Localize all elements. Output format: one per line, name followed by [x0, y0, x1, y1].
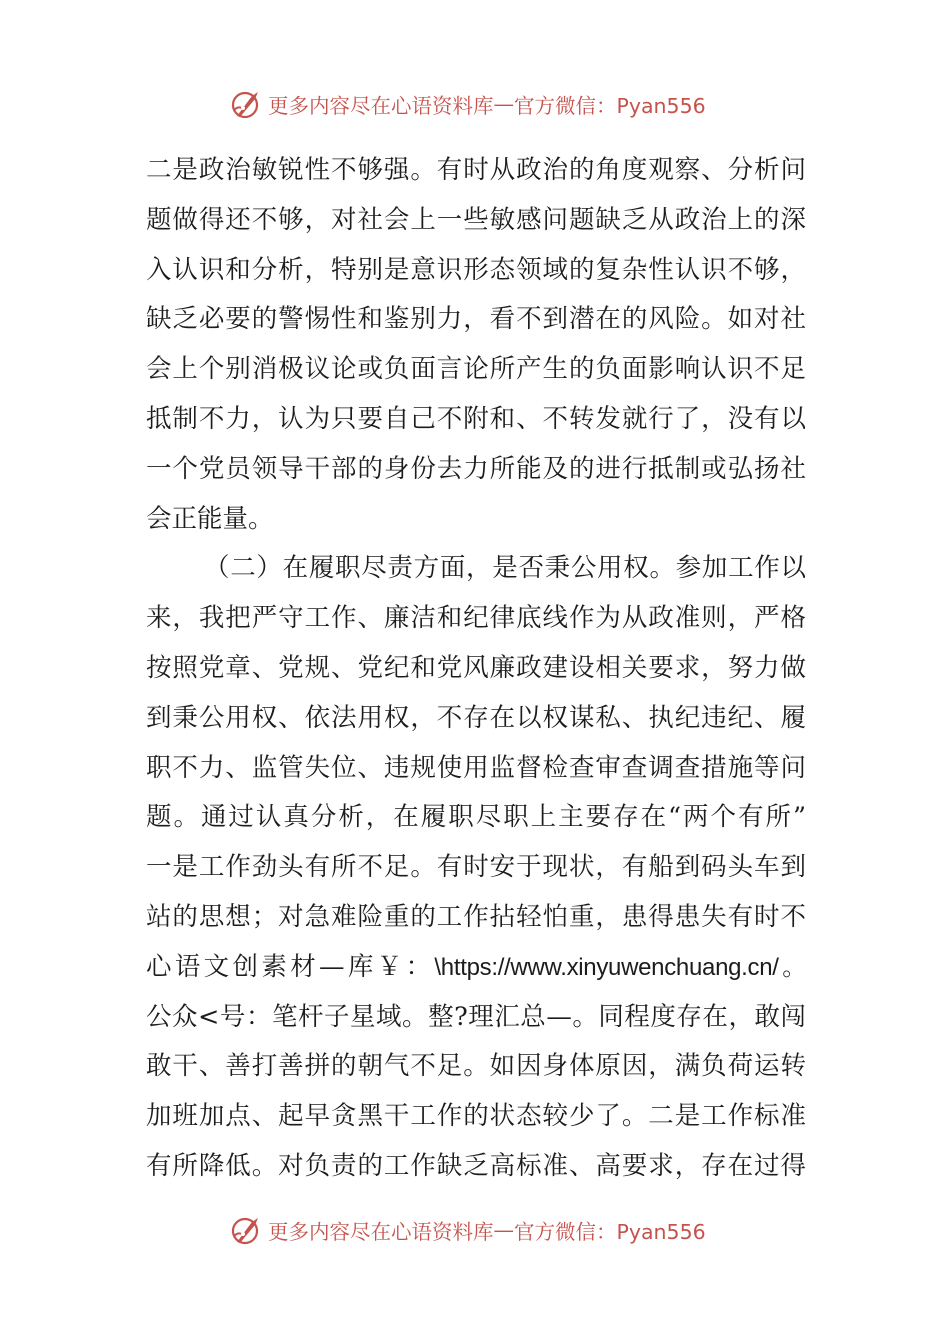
body-line: 二是政治敏锐性不够强。有时从政治的角度观察、分析问: [146, 155, 806, 185]
section-heading-line: （二）在履职尽责方面，是否秉公用权。参加工作以: [204, 553, 806, 584]
pen-nib-seal-icon: [228, 1212, 264, 1248]
pen-nib-seal-icon: [228, 86, 264, 122]
body-line: 抵制不力，认为只要自己不附和、不转发就行了，没有以: [146, 403, 806, 434]
footer-watermark: [228, 1210, 706, 1250]
body-line: 一个党员领导干部的身份去力所能及的进行抵制或弘扬社: [146, 453, 806, 484]
body-line: 入认识和分析，特别是意识形态领域的复杂性认识不够，: [146, 254, 806, 285]
watermark-brand-text: 更多内容尽在心语资料库: [268, 1220, 494, 1244]
embedded-ad-line: [146, 943, 806, 993]
body-line: 公众<号：笔杆子星域。整?理汇总—。同程度存在，敢闯: [146, 1001, 806, 1032]
body-line: 加班加点、起早贪黑干工作的状态较少了。二是工作标准: [146, 1101, 806, 1132]
body-line: 缺乏必要的警惕性和鉴别力，看不到潜在的风险。如对社: [146, 304, 806, 335]
body-line: 站的思想；对急难险重的工作拈轻怕重，患得患失有时不: [146, 901, 806, 932]
body-line: 会正能量。: [146, 503, 274, 534]
body-line: 来，我把严守工作、廉洁和纪律底线作为从政准则，严格: [146, 603, 806, 634]
watermark-wechat-id: 官方微信：Pyan556: [514, 1220, 706, 1244]
document-body: [146, 146, 806, 1192]
body-line: 敢干、善打善拼的朝气不足。如因身体原因，满负荷运转: [146, 1051, 806, 1082]
body-line: 到秉公用权、依法用权，不存在以权谋私、执纪违纪、履: [146, 702, 806, 733]
watermark-dash: —: [493, 92, 514, 116]
embedded-ad-url: \https://www.xinyuwenchuang.cn/。: [434, 953, 806, 981]
embedded-ad-text: 心语文创素材—库￥：: [146, 951, 435, 982]
watermark-wechat-id: 官方微信：Pyan556: [514, 94, 706, 118]
body-line: 按照党章、党规、党纪和党风廉政建设相关要求，努力做: [146, 652, 806, 683]
body-line: 职不力、监管失位、违规使用监督检查审查调查措施等问: [146, 752, 806, 783]
body-line: 会上个别消极议论或负面言论所产生的负面影响认识不足: [146, 354, 806, 385]
body-line: 题。通过认真分析，在履职尽职上主要存在“两个有所”: [146, 802, 806, 833]
header-watermark: [228, 84, 706, 124]
body-line: 有所降低。对负责的工作缺乏高标准、高要求，存在过得: [146, 1150, 806, 1181]
body-line: 题做得还不够，对社会上一些敏感问题缺乏从政治上的深: [146, 204, 806, 235]
watermark-dash: —: [493, 1218, 514, 1242]
watermark-brand-text: 更多内容尽在心语资料库: [268, 94, 494, 118]
body-line: 一是工作劲头有所不足。有时安于现状，有船到码头车到: [146, 852, 806, 883]
